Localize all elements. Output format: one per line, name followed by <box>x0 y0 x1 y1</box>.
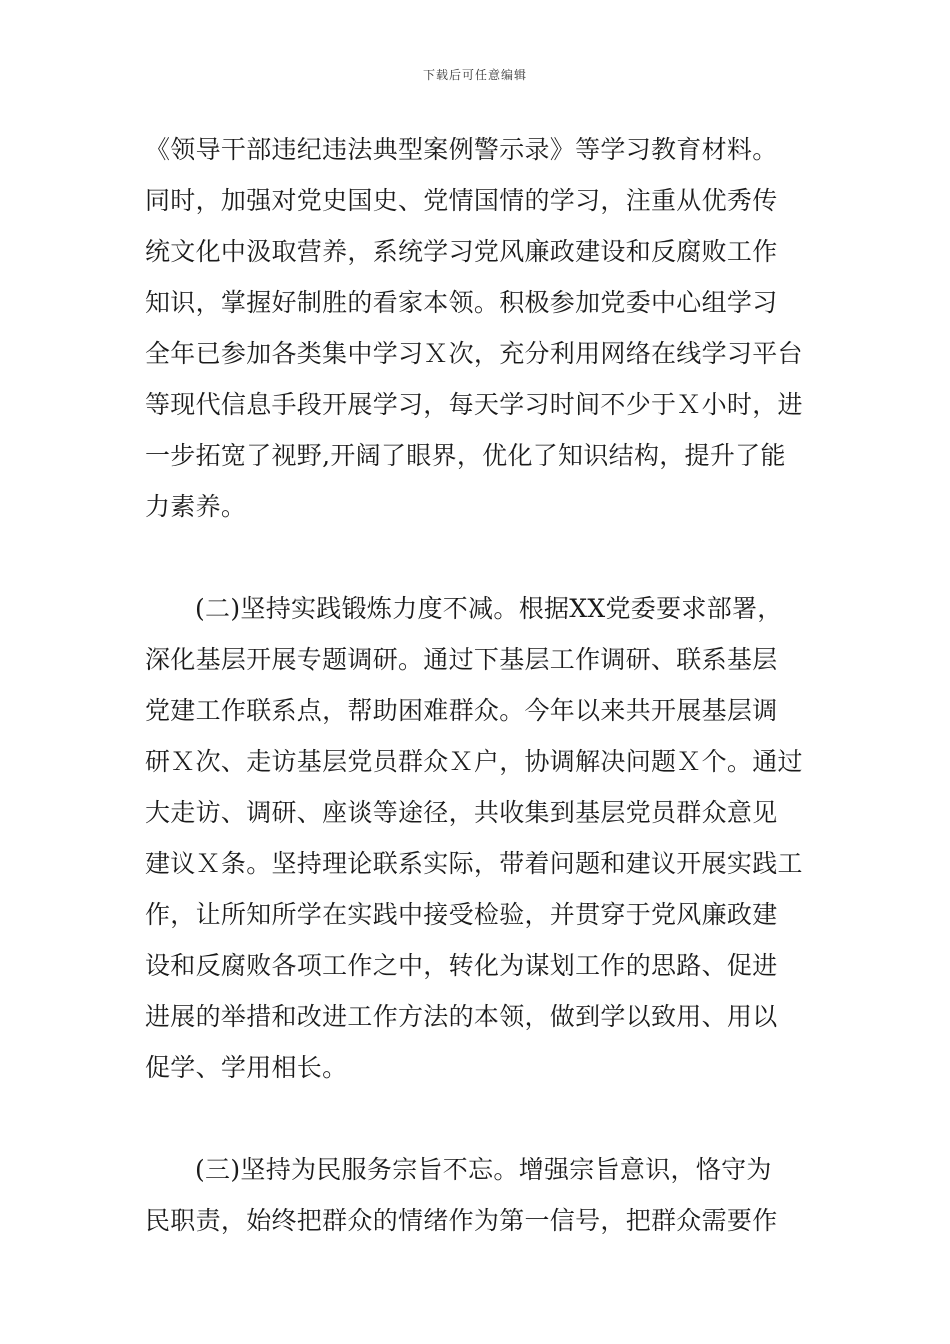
text-line: 设和反腐败各项工作之中，转化为谋划工作的思路、促进 <box>145 951 778 980</box>
paragraph-spacer <box>145 532 810 583</box>
text-line: 党建工作联系点，帮助困难群众。今年以来共开展基层调 <box>145 696 778 725</box>
text-line: 等现代信息手段开展学习，每天学习时间不少于Ｘ小时，进 <box>145 390 803 419</box>
text-line: 统文化中汲取营养，系统学习党风廉政建设和反腐败工作 <box>145 237 778 266</box>
text-line: 大走访、调研、座谈等途径，共收集到基层党员群众意见 <box>145 798 778 827</box>
text-line: 力素养。 <box>145 492 247 521</box>
paragraph-practice <box>145 583 810 1093</box>
text-line: 全年已参加各类集中学习Ｘ次，充分利用网络在线学习平台 <box>145 339 803 368</box>
text-line: (三)坚持为民服务宗旨不忘。增强宗旨意识，恪守为 <box>195 1155 772 1184</box>
text-line: 同时，加强对党史国史、党情国情的学习，注重从优秀传 <box>145 186 778 215</box>
paragraph-service <box>145 1144 810 1246</box>
text-line: 知识，掌握好制胜的看家本领。积极参加党委中心组学习 <box>145 288 778 317</box>
page-header: 下载后可任意编辑 <box>422 68 527 82</box>
text-line: 民职责，始终把群众的情绪作为第一信号，把群众需要作 <box>145 1206 778 1235</box>
text-line: 一步拓宽了视野,开阔了眼界，优化了知识结构，提升了能 <box>145 441 786 470</box>
paragraph-study <box>145 124 810 532</box>
paragraph-spacer <box>145 1093 810 1144</box>
text-line: 《领导干部违纪违法典型案例警示录》等学习教育材料。 <box>145 135 778 164</box>
text-line: 进展的举措和改进工作方法的本领，做到学以致用、用以 <box>145 1002 778 1031</box>
document-body <box>145 124 810 1246</box>
text-line: 深化基层开展专题调研。通过下基层工作调研、联系基层 <box>145 645 778 674</box>
text-line: 作，让所知所学在实践中接受检验，并贯穿于党风廉政建 <box>145 900 778 929</box>
text-line: 促学、学用相长。 <box>145 1053 348 1082</box>
text-line: (二)坚持实践锻炼力度不减。根据XX党委要求部署， <box>195 594 783 623</box>
text-line: 建议Ｘ条。坚持理论联系实际，带着问题和建议开展实践工 <box>145 849 803 878</box>
text-line: 研Ｘ次、走访基层党员群众Ｘ户，协调解决问题Ｘ个。通过 <box>145 747 803 776</box>
